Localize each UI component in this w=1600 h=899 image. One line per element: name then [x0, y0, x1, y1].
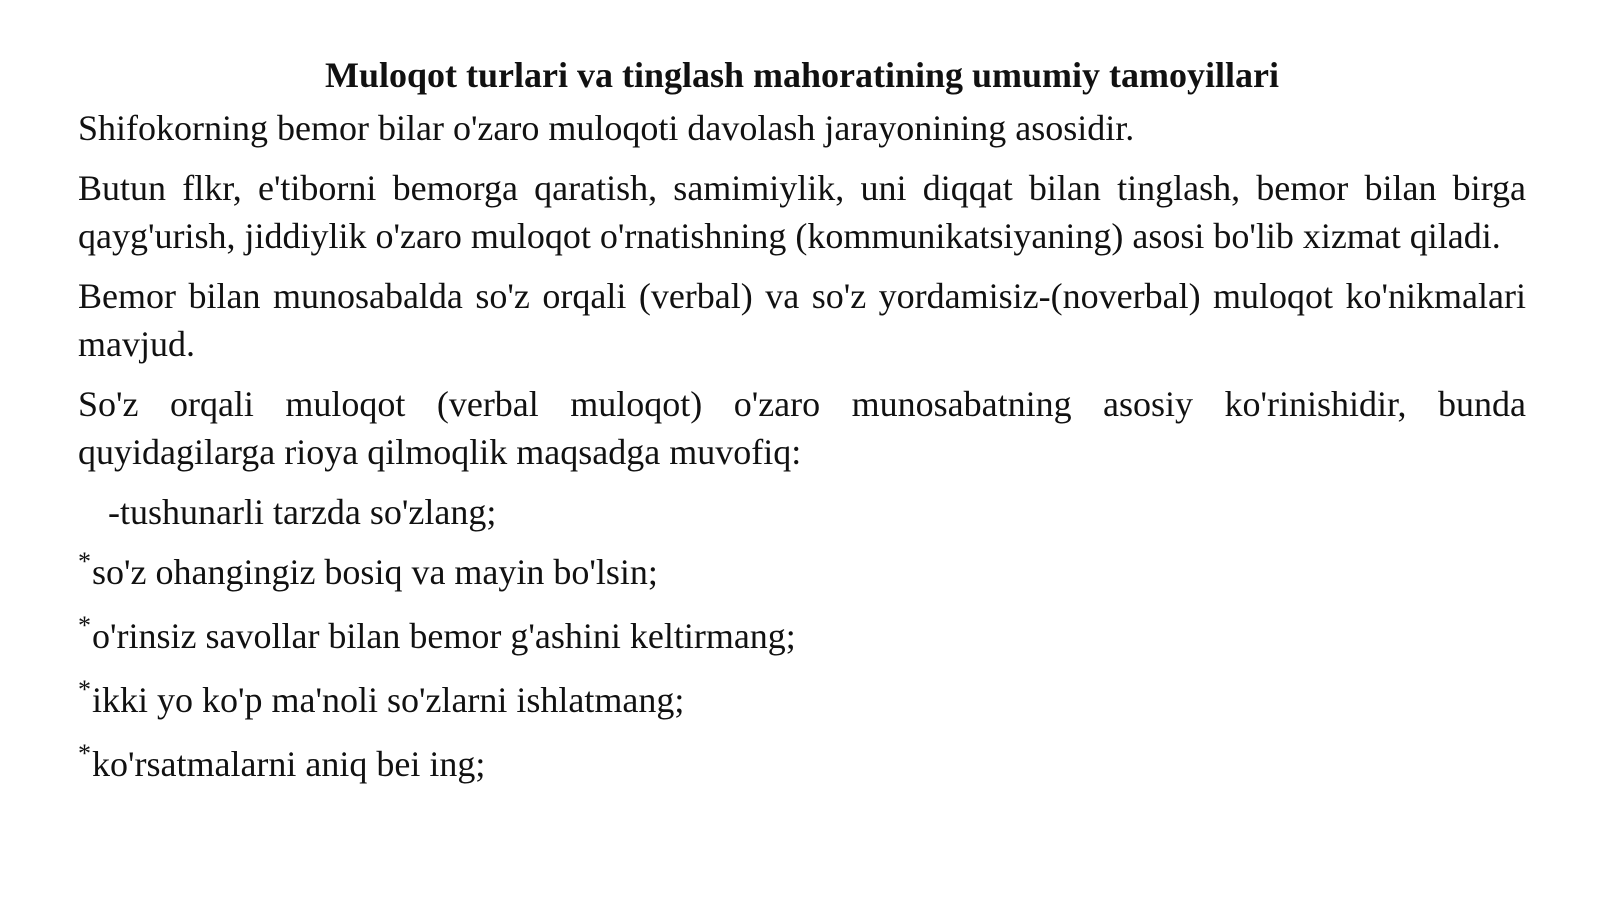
bullet-item — [78, 740, 1526, 792]
asterisk-bullet-icon: * — [78, 739, 91, 768]
bullet-item — [78, 548, 1526, 600]
asterisk-bullet-icon: * — [78, 675, 91, 704]
asterisk-bullet-icon: * — [78, 547, 91, 576]
bullet-text: o'rinsiz savollar bilan bemor g'ashini keltirmang; — [92, 616, 796, 656]
bullet-text: ikki yo ko'p ma'noli so'zlarni ishlatmang; — [92, 680, 685, 720]
paragraph-attention: Butun flkr, e'tiborni bemorga qaratish, samimiylik, uni diqqat bilan tinglash, bemor bilan birga qayg'urish, jiddiylik o'zaro muloqot o'rnatishning (kommunikatsiyaning) asosi bo'lib xizmat qiladi. — [78, 168, 1526, 256]
bullet-text: ko'rsatmalarni aniq bei ing; — [92, 744, 486, 784]
document-slide — [78, 52, 1526, 804]
indented-list-item: -tushunarli tarzda so'zlang; — [108, 492, 497, 532]
asterisk-bullet-icon: * — [78, 611, 91, 640]
paragraph-verbal: So'z orqali muloqot (verbal muloqot) o'zaro munosabatning asosiy ko'rinishidir, bunda quyidagilarga rioya qilmoqlik maqsadga muvofiq: — [78, 384, 1526, 472]
paragraph-communication-types: Bemor bilan munosabalda so'z orqali (verbal) va so'z yordamisiz-(noverbal) muloqot ko'nikmalari mavjud. — [78, 276, 1526, 364]
paragraph-intro: Shifokorning bemor bilar o'zaro muloqoti davolash jarayonining asosidir. — [78, 108, 1135, 148]
bullet-item — [78, 676, 1526, 728]
bullet-item — [78, 612, 1526, 664]
bullet-text: so'z ohangingiz bosiq va mayin bo'lsin; — [92, 552, 658, 592]
slide-title: Muloqot turlari va tinglash mahoratining umumiy tamoyillari — [324, 55, 1280, 95]
